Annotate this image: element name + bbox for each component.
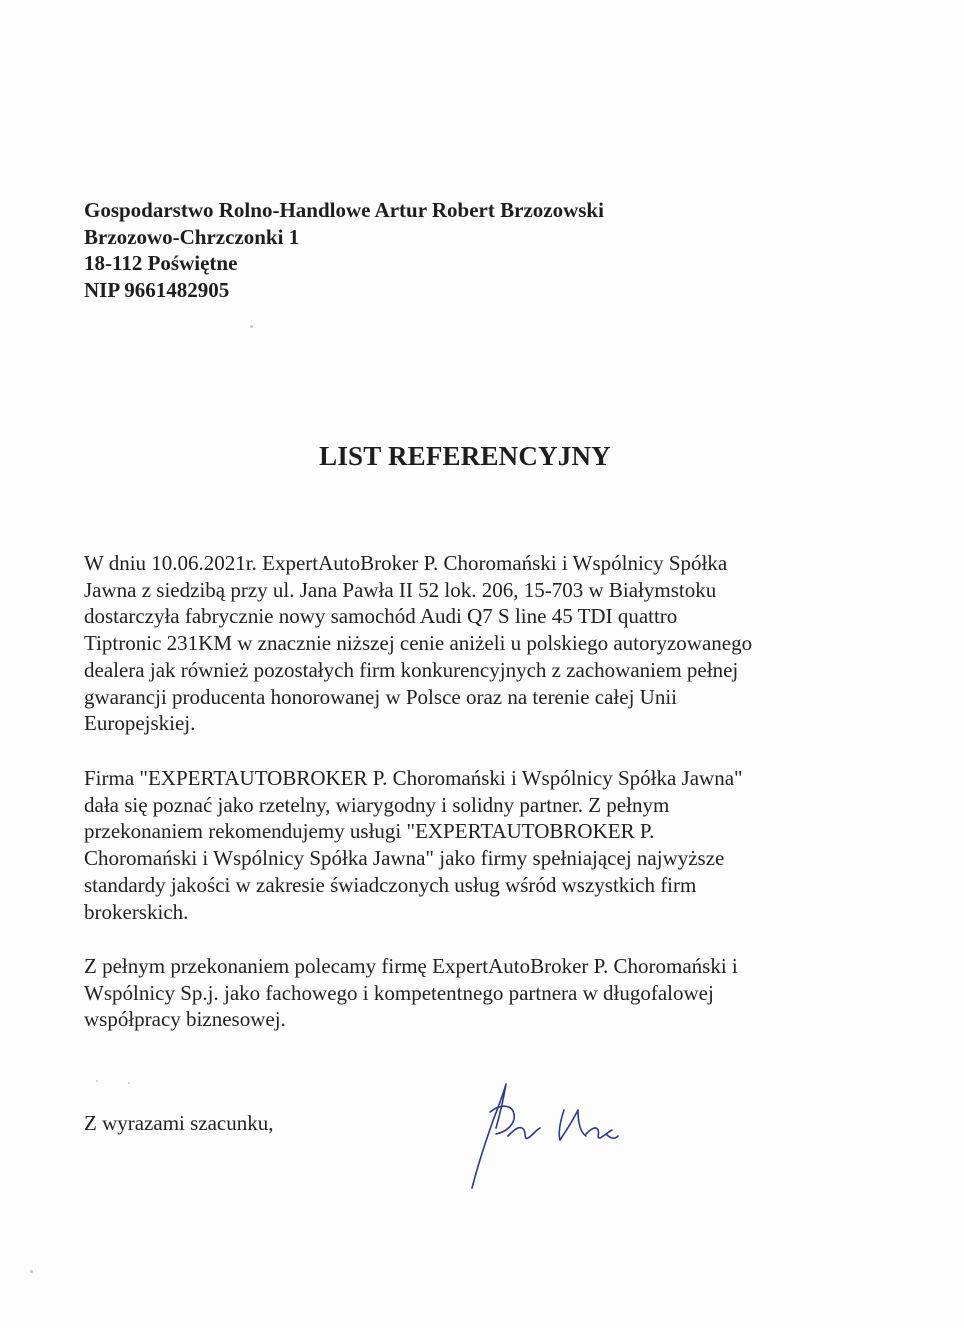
- sender-company-name: Gospodarstwo Rolno-Handlowe Artur Robert Brzozowski: [84, 198, 604, 222]
- sender-postal-city: 18-112 Poświętne: [84, 251, 238, 275]
- paragraph-line: współpracy biznesowej.: [84, 1007, 286, 1032]
- paragraph-line: dostarczyła fabrycznie nowy samochód Audi Q7 S line 45 TDI quattro: [84, 604, 678, 629]
- sender-street: Brzozowo-Chrzczonki 1: [84, 224, 300, 249]
- paragraph-line: Z pełnym przekonaniem polecamy firmę ExpertAutoBroker P. Choromański i: [84, 954, 738, 978]
- paper-speck: [250, 325, 253, 328]
- paragraph-line: W dniu 10.06.2021r. ExpertAutoBroker P. Choromański i Wspólnicy Spółka: [84, 551, 728, 575]
- paragraph-line: standardy jakości w zakresie świadczonych usług wśród wszystkich firm: [84, 872, 697, 897]
- handwritten-signature: [460, 1070, 640, 1200]
- paragraph-line: Firma "EXPERTAUTOBROKER P. Choromański i Wspólnicy Spółka Jawna": [84, 766, 743, 790]
- closing-salutation: Z wyrazami szacunku,: [84, 1111, 274, 1135]
- paragraph-closing-recommendation: [84, 953, 854, 1033]
- paragraph-line: dealera jak również pozostałych firm konkurencyjnych z zachowaniem pełnej: [84, 657, 739, 682]
- paragraph-line: brokerskich.: [84, 899, 189, 924]
- paragraph-line: dała się poznać jako rzetelny, wiarygodny i solidny partner. Z pełnym: [84, 792, 670, 817]
- paragraph-line: Choromański i Wspólnicy Spółka Jawna" jako firmy spełniającej najwyższe: [84, 846, 725, 871]
- paragraph-line: Wspólnicy Sp.j. jako fachowego i kompetentnego partnera w długofalowej: [84, 980, 714, 1005]
- paragraph-delivery: [84, 550, 854, 737]
- paragraph-line: przekonaniem rekomendujemy usługi "EXPERTAUTOBROKER P.: [84, 819, 655, 844]
- paper-speck: [128, 1082, 130, 1084]
- paragraph-recommendation: [84, 765, 854, 925]
- sender-address-block: [84, 197, 604, 303]
- paragraph-line: Jawna z siedzibą przy ul. Jana Pawła II 52 lok. 206, 15-703 w Białymstoku: [84, 577, 717, 602]
- letter-title: LIST REFERENCYJNY: [319, 441, 611, 471]
- sender-tax-id: NIP 9661482905: [84, 277, 230, 302]
- paper-speck: [96, 1080, 98, 1082]
- paragraph-line: Europejskiej.: [84, 711, 196, 736]
- paragraph-line: Tiptronic 231KM w znacznie niższej cenie aniżeli u polskiego autoryzowanego: [84, 631, 753, 656]
- paper-speck: [30, 1270, 33, 1273]
- paragraph-line: gwarancji producenta honorowanej w Polsce oraz na terenie całej Unii: [84, 684, 678, 709]
